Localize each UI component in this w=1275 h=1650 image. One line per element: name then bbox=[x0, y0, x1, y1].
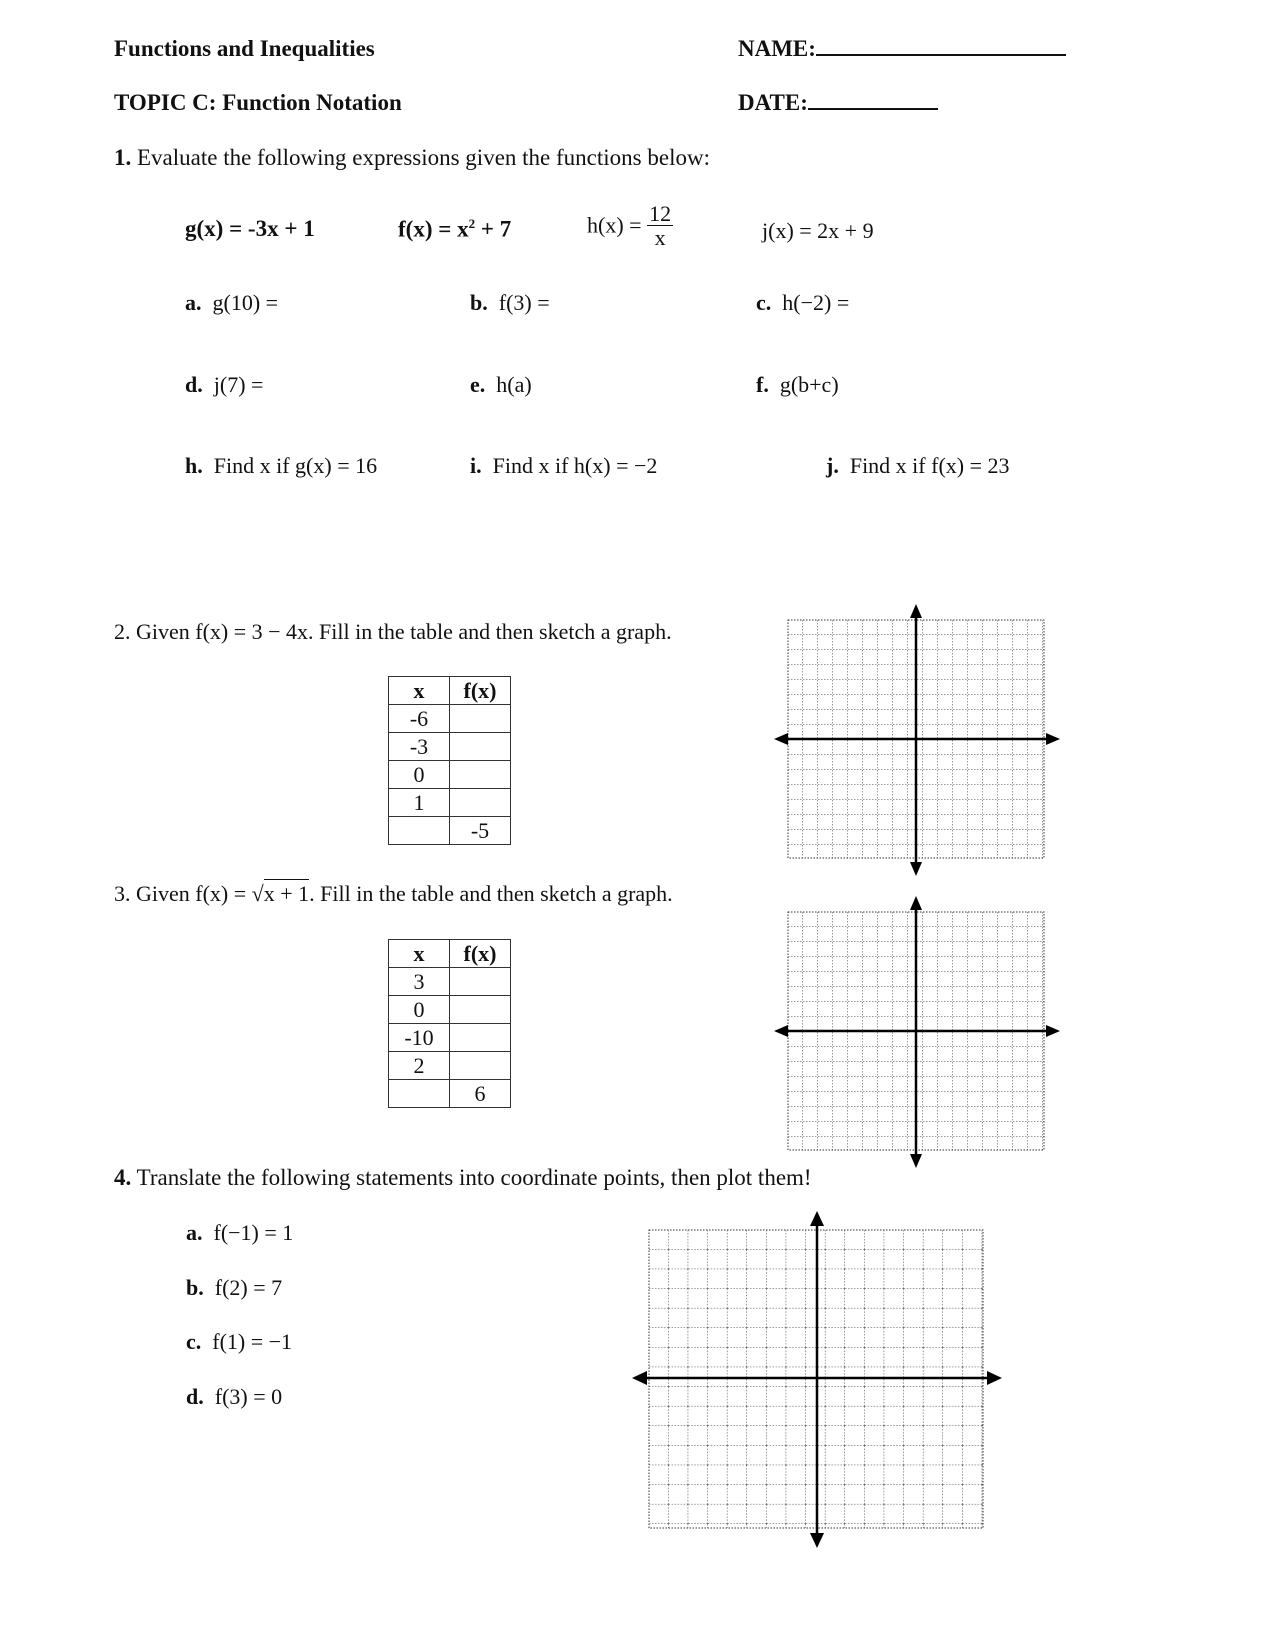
item-text: f(2) = 7 bbox=[214, 1275, 283, 1300]
arrow-up-icon bbox=[810, 1211, 824, 1226]
q2-cell-x[interactable]: 1 bbox=[389, 789, 450, 817]
q2-cell-x[interactable]: 0 bbox=[389, 761, 450, 789]
item-text: f(1) = −1 bbox=[212, 1329, 293, 1354]
q3-cell-fx[interactable] bbox=[450, 1052, 511, 1080]
function-h bbox=[587, 202, 673, 249]
item-text: f(3) = bbox=[498, 290, 550, 315]
date-blank[interactable] bbox=[808, 108, 938, 110]
item-label: f. bbox=[756, 372, 769, 397]
q3-cell-x[interactable]: 3 bbox=[389, 968, 450, 996]
arrow-up-icon bbox=[910, 896, 922, 910]
arrow-left-icon bbox=[774, 1025, 788, 1037]
arrow-up-icon bbox=[910, 604, 922, 618]
worksheet-title: Functions and Inequalities bbox=[114, 36, 375, 61]
item-label: d. bbox=[186, 1384, 204, 1409]
q2-cell-x[interactable] bbox=[389, 817, 450, 845]
q1-item-d bbox=[185, 372, 263, 398]
item-label: b. bbox=[186, 1275, 204, 1300]
q4-coordinate-grid[interactable] bbox=[625, 1205, 1015, 1550]
item-text: g(10) = bbox=[212, 290, 279, 315]
arrow-down-icon bbox=[910, 862, 922, 876]
q1-number: 1. bbox=[114, 145, 132, 170]
item-label: a. bbox=[185, 290, 202, 315]
item-label: h. bbox=[185, 453, 203, 478]
q1-item-f bbox=[756, 372, 839, 398]
arrow-right-icon bbox=[1046, 1025, 1060, 1037]
q1-text: Evaluate the following expressions given the functions below: bbox=[137, 145, 710, 170]
item-label: b. bbox=[470, 290, 488, 315]
q4-item-b bbox=[186, 1275, 282, 1301]
arrow-right-icon bbox=[1046, 733, 1060, 745]
q3-cell-x[interactable]: 0 bbox=[389, 996, 450, 1024]
function-h-numerator: 12 bbox=[649, 201, 672, 226]
q1-prompt bbox=[114, 145, 710, 171]
q4-number: 4. bbox=[114, 1165, 132, 1190]
topic-title: TOPIC C: Function Notation bbox=[114, 90, 402, 115]
q1-item-c bbox=[756, 290, 849, 316]
q2-header-fx: f(x) bbox=[450, 677, 511, 705]
arrow-left-icon bbox=[632, 1371, 647, 1385]
item-label: j. bbox=[826, 453, 839, 478]
item-text: Find x if g(x) = 16 bbox=[213, 453, 378, 478]
function-g: g(x) = -3x + 1 bbox=[185, 216, 315, 241]
function-h-lhs: h(x) = bbox=[587, 212, 642, 238]
q3-prompt bbox=[114, 881, 673, 907]
q3-cell-x[interactable]: 2 bbox=[389, 1052, 450, 1080]
item-text: f(3) = 0 bbox=[214, 1384, 283, 1409]
item-text: f(−1) = 1 bbox=[213, 1220, 294, 1245]
name-field[interactable] bbox=[738, 36, 1066, 62]
q3-header-fx: f(x) bbox=[450, 940, 511, 968]
q3-radicand: x + 1 bbox=[263, 881, 310, 906]
arrow-down-icon bbox=[910, 1154, 922, 1168]
q1-item-i bbox=[470, 453, 657, 479]
function-f-base: f(x) = x bbox=[398, 216, 469, 242]
item-text: h(−2) = bbox=[782, 290, 850, 315]
item-text: Find x if h(x) = −2 bbox=[492, 453, 658, 478]
q2-cell-x[interactable]: -6 bbox=[389, 705, 450, 733]
sqrt-icon: √ bbox=[251, 881, 264, 906]
function-h-fraction bbox=[647, 202, 673, 249]
q2-cell-fx[interactable] bbox=[450, 761, 511, 789]
q3-cell-x[interactable]: -10 bbox=[389, 1024, 450, 1052]
name-label: NAME: bbox=[738, 36, 816, 61]
q4-prompt bbox=[114, 1165, 812, 1191]
q3-coordinate-grid[interactable] bbox=[770, 890, 1070, 1170]
function-f-constant: + 7 bbox=[475, 216, 512, 242]
function-j: j(x) = 2x + 9 bbox=[762, 218, 874, 243]
item-label: e. bbox=[470, 372, 486, 397]
item-label: a. bbox=[186, 1220, 203, 1245]
item-label: i. bbox=[470, 453, 482, 478]
arrow-left-icon bbox=[774, 733, 788, 745]
q3-prompt-end: . Fill in the table and then sketch a graph. bbox=[309, 881, 673, 906]
q1-item-j bbox=[826, 453, 1010, 479]
function-h-denominator: x bbox=[654, 225, 666, 251]
q1-item-a bbox=[185, 290, 278, 316]
item-label: c. bbox=[756, 290, 772, 315]
item-text: Find x if f(x) = 23 bbox=[849, 453, 1010, 478]
q3-header-x: x bbox=[389, 940, 450, 968]
q2-cell-x[interactable]: -3 bbox=[389, 733, 450, 761]
q1-item-b bbox=[470, 290, 550, 316]
q3-cell-fx[interactable] bbox=[450, 968, 511, 996]
q4-item-c bbox=[186, 1329, 292, 1355]
q2-prompt: 2. Given f(x) = 3 − 4x. Fill in the table and then sketch a graph. bbox=[114, 619, 672, 644]
item-text: g(b+c) bbox=[779, 372, 839, 397]
q3-cell-fx[interactable]: 6 bbox=[450, 1080, 511, 1108]
date-label: DATE: bbox=[738, 90, 808, 115]
q2-cell-fx[interactable]: -5 bbox=[450, 817, 511, 845]
q3-prompt-start: 3. Given f(x) = bbox=[114, 881, 252, 906]
q1-item-e bbox=[470, 372, 532, 398]
q3-cell-fx[interactable] bbox=[450, 996, 511, 1024]
q4-item-a bbox=[186, 1220, 293, 1246]
q3-cell-x[interactable] bbox=[389, 1080, 450, 1108]
q2-cell-fx[interactable] bbox=[450, 789, 511, 817]
q1-item-h bbox=[185, 453, 377, 479]
item-label: d. bbox=[185, 372, 203, 397]
q2-cell-fx[interactable] bbox=[450, 705, 511, 733]
date-field[interactable] bbox=[738, 90, 938, 116]
q4-item-d bbox=[186, 1384, 282, 1410]
name-blank[interactable] bbox=[816, 54, 1066, 56]
q2-table bbox=[388, 676, 511, 845]
function-f-exponent: 2 bbox=[468, 216, 476, 231]
item-text: j(7) = bbox=[213, 372, 264, 397]
q2-coordinate-grid[interactable] bbox=[770, 600, 1070, 880]
item-text: h(a) bbox=[496, 372, 532, 397]
q2-header-x: x bbox=[389, 677, 450, 705]
arrow-right-icon bbox=[987, 1371, 1002, 1385]
q3-cell-fx[interactable] bbox=[450, 1024, 511, 1052]
q2-cell-fx[interactable] bbox=[450, 733, 511, 761]
q3-table bbox=[388, 939, 511, 1108]
arrow-down-icon bbox=[810, 1533, 824, 1548]
q4-text: Translate the following statements into coordinate points, then plot them! bbox=[136, 1165, 812, 1190]
function-f bbox=[398, 216, 511, 243]
item-label: c. bbox=[186, 1329, 202, 1354]
